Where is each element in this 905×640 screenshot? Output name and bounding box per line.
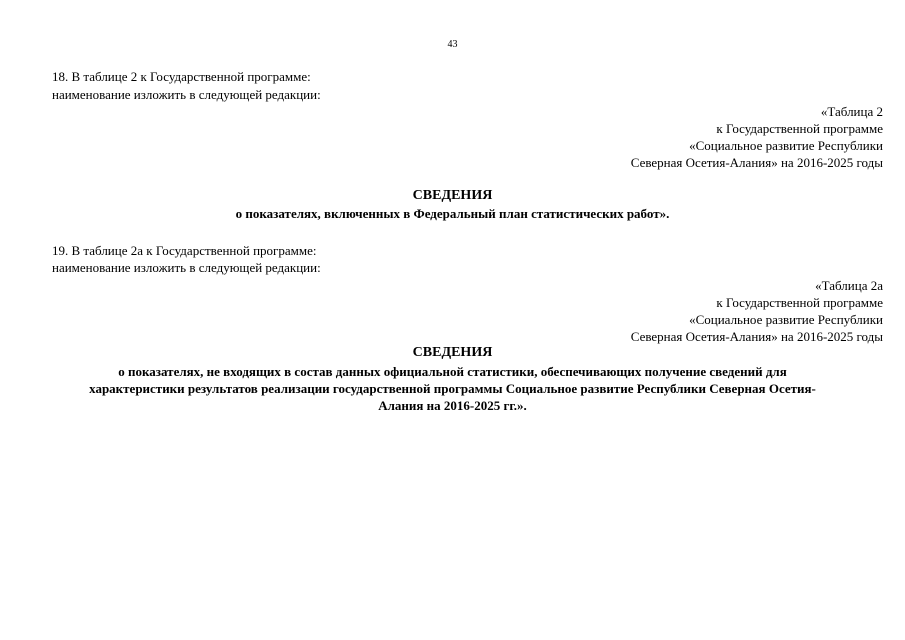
table-2-subtitle: о показателях, включенных в Федеральный план статистических работ».: [235, 206, 670, 221]
table-2a-subtitle-line: характеристики результатов реализации государственной программы Социальное развитие Республики Северная Осетия-: [89, 381, 816, 396]
table-2-header-line: к Государственной программе: [716, 121, 883, 136]
section-18-instruction: наименование изложить в следующей редакции:: [52, 87, 321, 102]
page-number: 43: [447, 39, 458, 50]
table-2a-subtitle-line: Алания на 2016-2025 гг.».: [378, 398, 527, 413]
table-2-title: СВЕДЕНИЯ: [412, 188, 493, 203]
table-2a-subtitle-line: о показателях, не входящих в состав данных официальной статистики, обеспечивающих получение сведений для: [118, 364, 787, 379]
table-2a-header-line: «Социальное развитие Республики: [689, 312, 883, 327]
table-2-header-line: «Таблица 2: [820, 104, 883, 119]
section-19-instruction: наименование изложить в следующей редакции:: [52, 260, 321, 275]
section-18-intro: 18. В таблице 2 к Государственной программе:: [52, 69, 311, 84]
table-2a-header-line: к Государственной программе: [716, 295, 883, 310]
table-2a-header-line: Северная Осетия-Алания» на 2016-2025 годы: [630, 329, 883, 344]
table-2-header-line: Северная Осетия-Алания» на 2016-2025 годы: [630, 155, 883, 170]
table-2a-title: СВЕДЕНИЯ: [412, 345, 493, 360]
section-19-intro: 19. В таблице 2а к Государственной программе:: [52, 243, 317, 258]
table-2a-header-line: «Таблица 2а: [815, 278, 883, 293]
table-2-header-line: «Социальное развитие Республики: [689, 138, 883, 153]
